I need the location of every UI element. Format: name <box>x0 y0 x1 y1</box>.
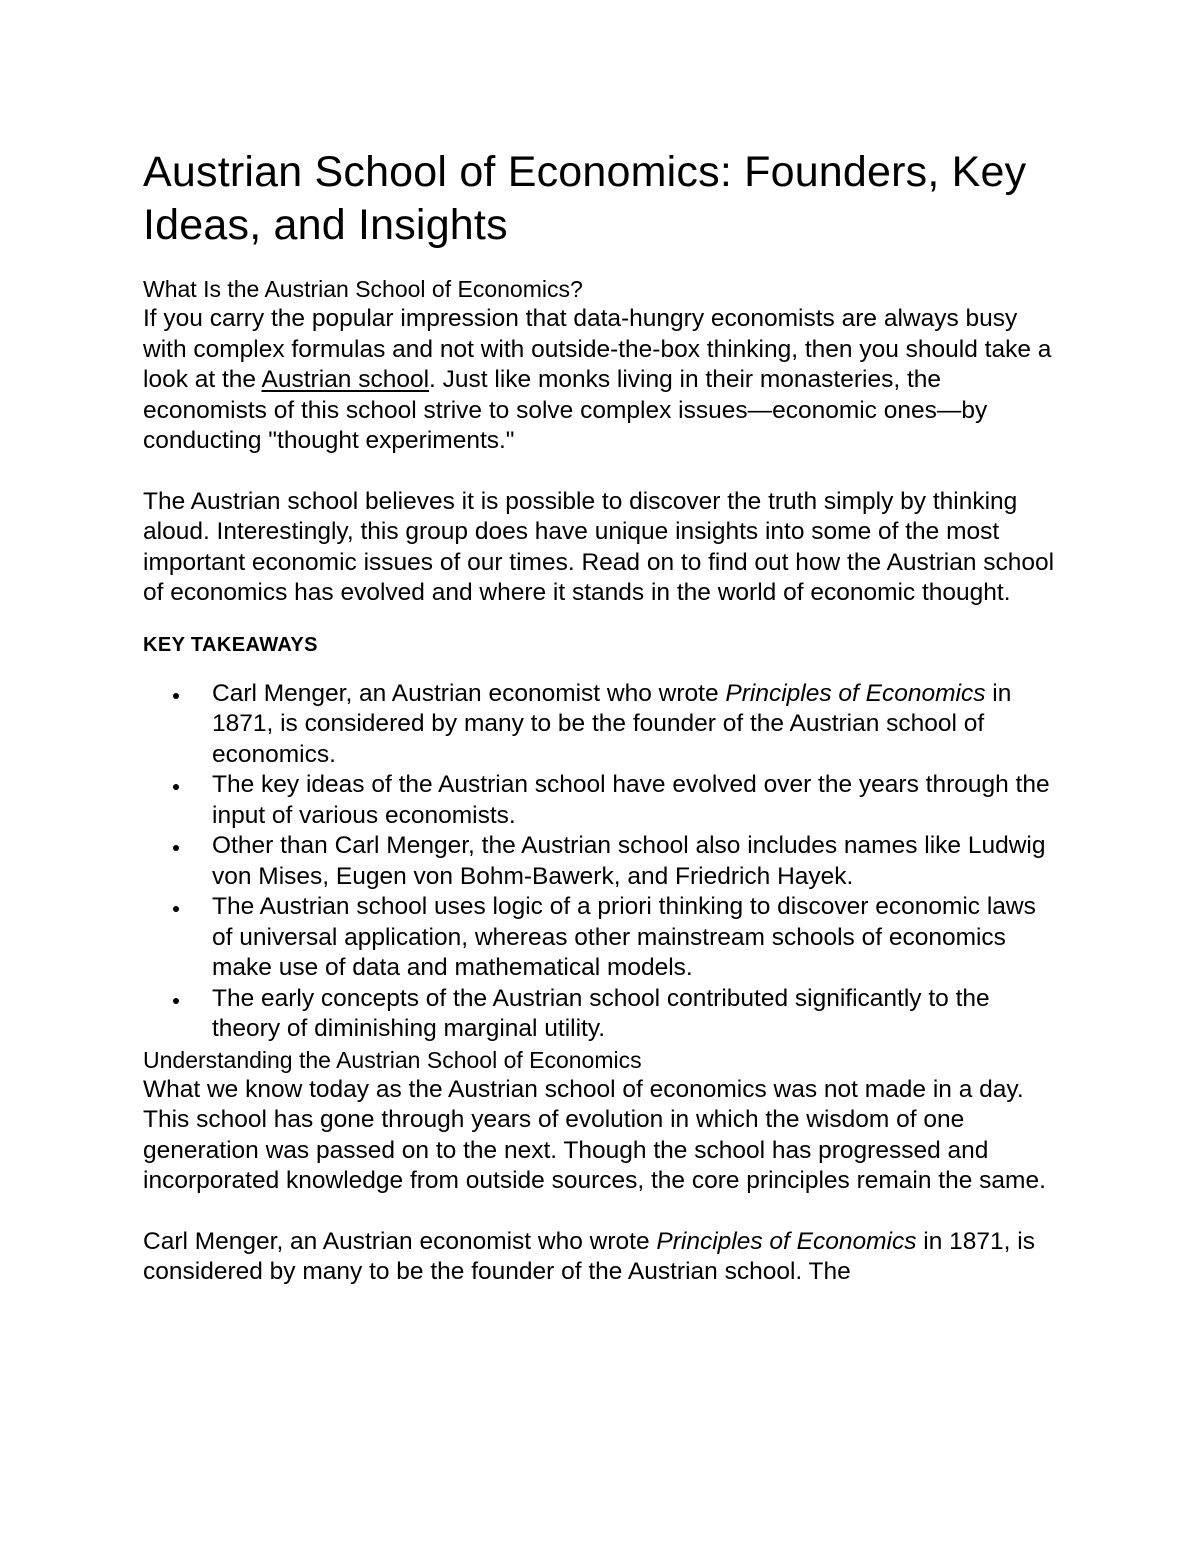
takeaway-1-book-title: Principles of Economics <box>725 679 986 707</box>
takeaway-3: Other than Carl Menger, the Austrian school also includes names like Ludwig von Mises, Eugen von Bohm-Bawerk, and Friedrich Hayek. <box>212 832 1046 890</box>
bullet-icon <box>173 998 179 1004</box>
intro-paragraph <box>143 304 1063 457</box>
document-page <box>143 146 1063 1288</box>
understanding-paragraph: What we know today as the Austrian school of economics was not made in a day. This school has gone through years of evolution in which the wisdom of one generation was passed on to the next. Though the school has progressed and incorporated knowledge from outside sources, the core principles remain the same. <box>143 1075 1046 1194</box>
menger-book-title: Principles of Economics <box>656 1227 917 1255</box>
section-heading-what-is: What Is the Austrian School of Economics? <box>143 276 583 302</box>
menger-text-start: Carl Menger, an Austrian economist who wrote <box>143 1227 657 1255</box>
takeaway-2: The key ideas of the Austrian school have evolved over the years through the input of various economists. <box>212 771 1050 829</box>
bullet-icon <box>173 845 179 851</box>
takeaway-5: The early concepts of the Austrian school contributed significantly to the theory of diminishing marginal utility. <box>212 984 990 1042</box>
list-item <box>143 984 1063 1045</box>
bullet-icon <box>173 784 179 790</box>
list-item <box>143 770 1063 831</box>
menger-paragraph <box>143 1227 1063 1288</box>
bullet-icon <box>173 693 179 699</box>
document-title: Austrian School of Economics: Founders, Key Ideas, and Insights <box>143 148 1027 249</box>
section-heading-understanding: Understanding the Austrian School of Economics <box>143 1046 642 1073</box>
takeaway-4: The Austrian school uses logic of a priori thinking to discover economic laws of universal application, whereas other mainstream schools of economics make use of data and mathematical models. <box>212 893 1036 981</box>
intro-text-start: If you carry the popular impression that data-hungry economists are always busy with complex formulas and not with outside-the-box thinking, then you should take a look at the <box>143 305 1052 393</box>
list-item <box>143 831 1063 892</box>
austrian-school-link[interactable]: Austrian school <box>261 366 430 393</box>
menger-text-end: in 1871, is considered by many to be the founder of the Austrian school. The <box>143 1227 1035 1285</box>
key-takeaways-list <box>143 679 1063 1045</box>
list-item <box>143 679 1063 771</box>
bullet-icon <box>173 906 179 912</box>
takeaway-1-start: Carl Menger, an Austrian economist who wrote <box>212 679 726 707</box>
list-item <box>143 892 1063 984</box>
key-takeaways-heading: KEY TAKEAWAYS <box>143 633 318 656</box>
second-paragraph: The Austrian school believes it is possible to discover the truth simply by thinking aloud. Interestingly, this group does have unique insights into some of the most important economic issues of our times. Read on to find out how the Austrian school of economics has evolved and where it stands in the world of economic thought. <box>143 487 1055 606</box>
takeaway-1-end: in 1871, is considered by many to be the founder of the Austrian school of economics. <box>212 679 1012 768</box>
intro-text-end: . Just like monks living in their monasteries, the economists of this school strive to solve complex issues—economic ones—by conducting "thought experiments." <box>143 366 988 454</box>
